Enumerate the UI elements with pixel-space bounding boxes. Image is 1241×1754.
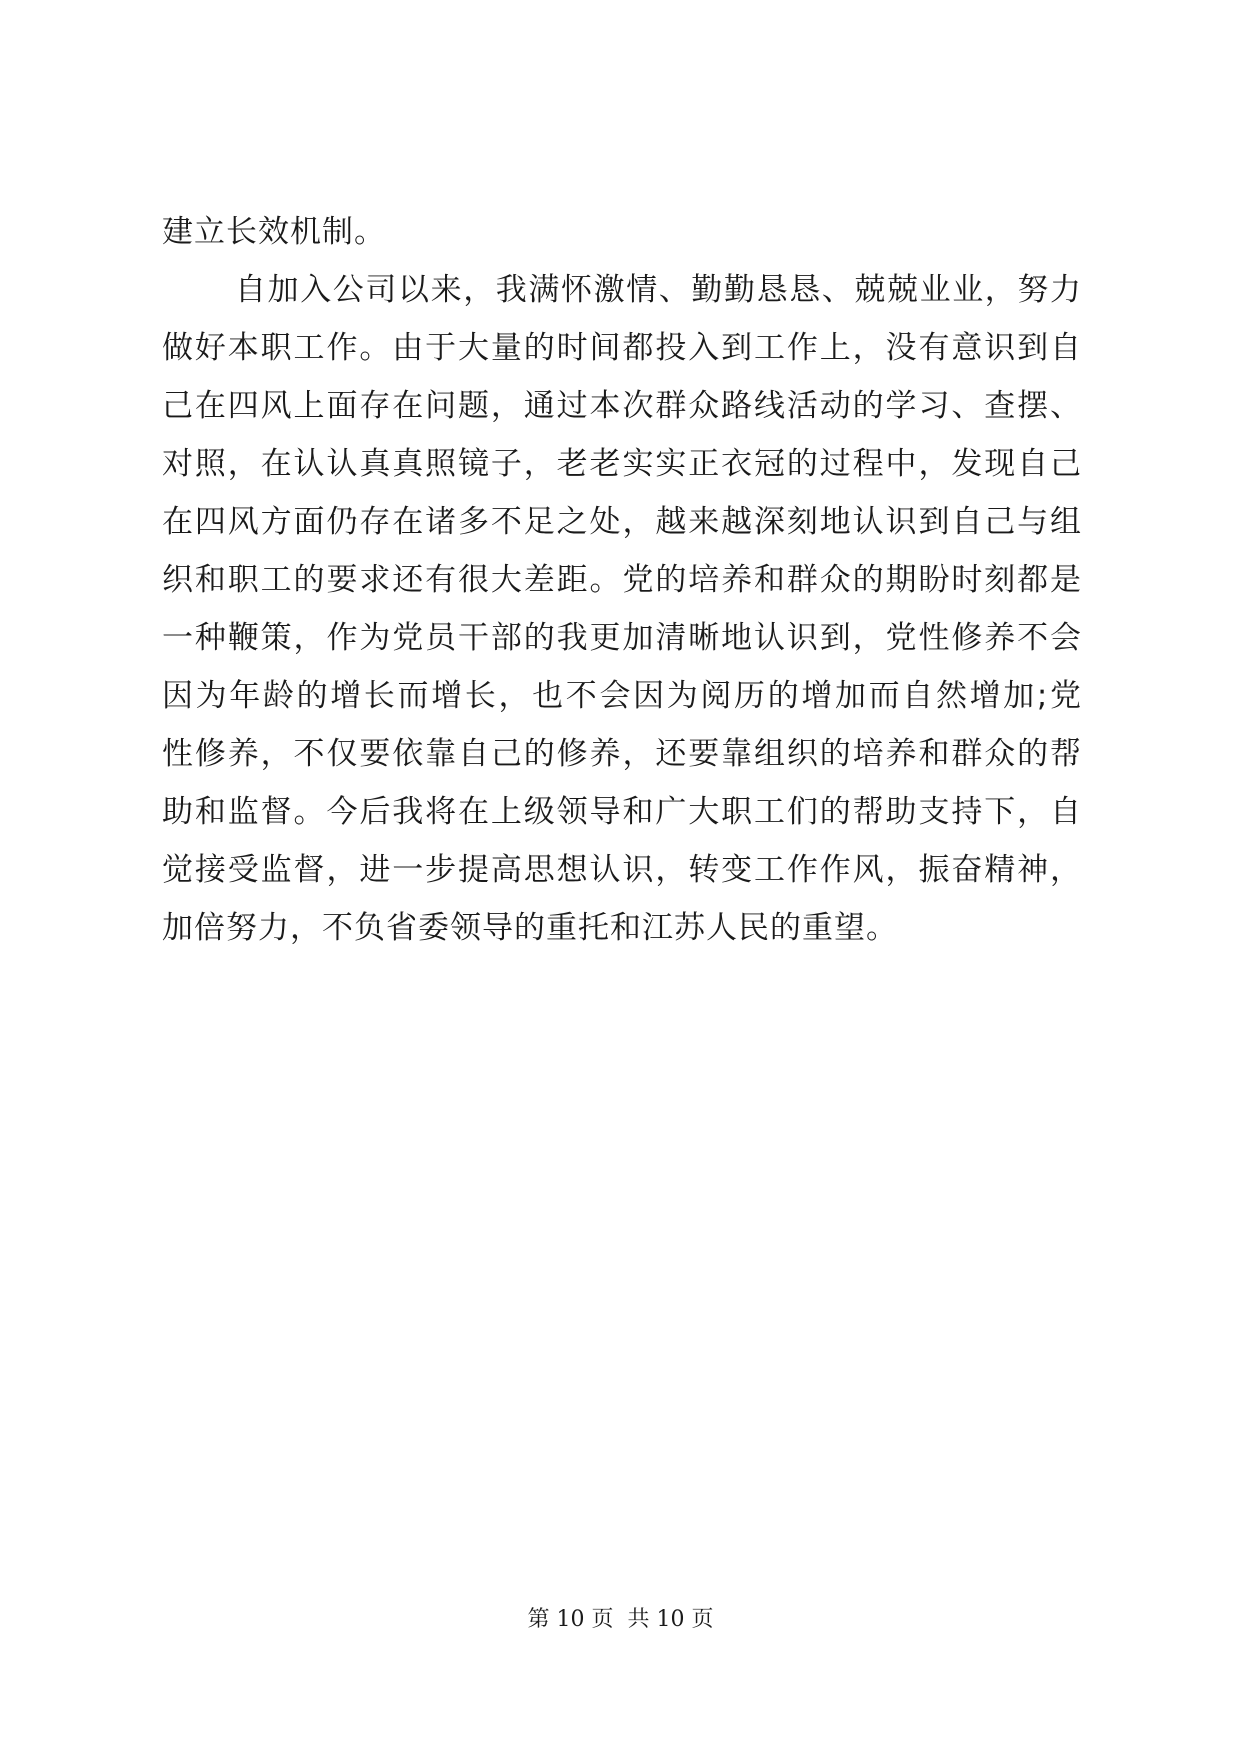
page-footer (0, 1605, 1241, 1635)
body-line: 一种鞭策，作为党员干部的我更加清晰地认识到，党性修养不会 (162, 620, 1082, 656)
page-number: 第 10 页 (527, 1607, 614, 1632)
body-line: 在四风方面仍存在诸多不足之处，越来越深刻地认识到自己与组 (162, 504, 1082, 540)
body-line: 因为年龄的增长而增长，也不会因为阅历的增加而自然增加;党 (162, 678, 1082, 714)
body-line: 对照，在认认真真照镜子，老老实实正衣冠的过程中，发现自己 (162, 446, 1082, 482)
body-line: 织和职工的要求还有很大差距。党的培养和群众的期盼时刻都是 (162, 562, 1082, 598)
body-line: 做好本职工作。由于大量的时间都投入到工作上，没有意识到自 (162, 330, 1082, 366)
body-line: 己在四风上面存在问题，通过本次群众路线活动的学习、查摆、 (162, 388, 1082, 424)
body-line: 性修养，不仅要依靠自己的修养，还要靠组织的培养和群众的帮 (162, 736, 1082, 772)
body-line: 助和监督。今后我将在上级领导和广大职工们的帮助支持下，自 (162, 794, 1082, 830)
paragraph-first-line: 自加入公司以来，我满怀激情、勤勤恳恳、兢兢业业，努力 (235, 272, 1082, 308)
body-line: 建立长效机制。 (162, 214, 386, 250)
page-total: 共 10 页 (627, 1607, 714, 1632)
body-line: 加倍努力，不负省委领导的重托和江苏人民的重望。 (162, 910, 898, 946)
body-line: 觉接受监督，进一步提高思想认识，转变工作作风，振奋精神， (162, 852, 1082, 888)
